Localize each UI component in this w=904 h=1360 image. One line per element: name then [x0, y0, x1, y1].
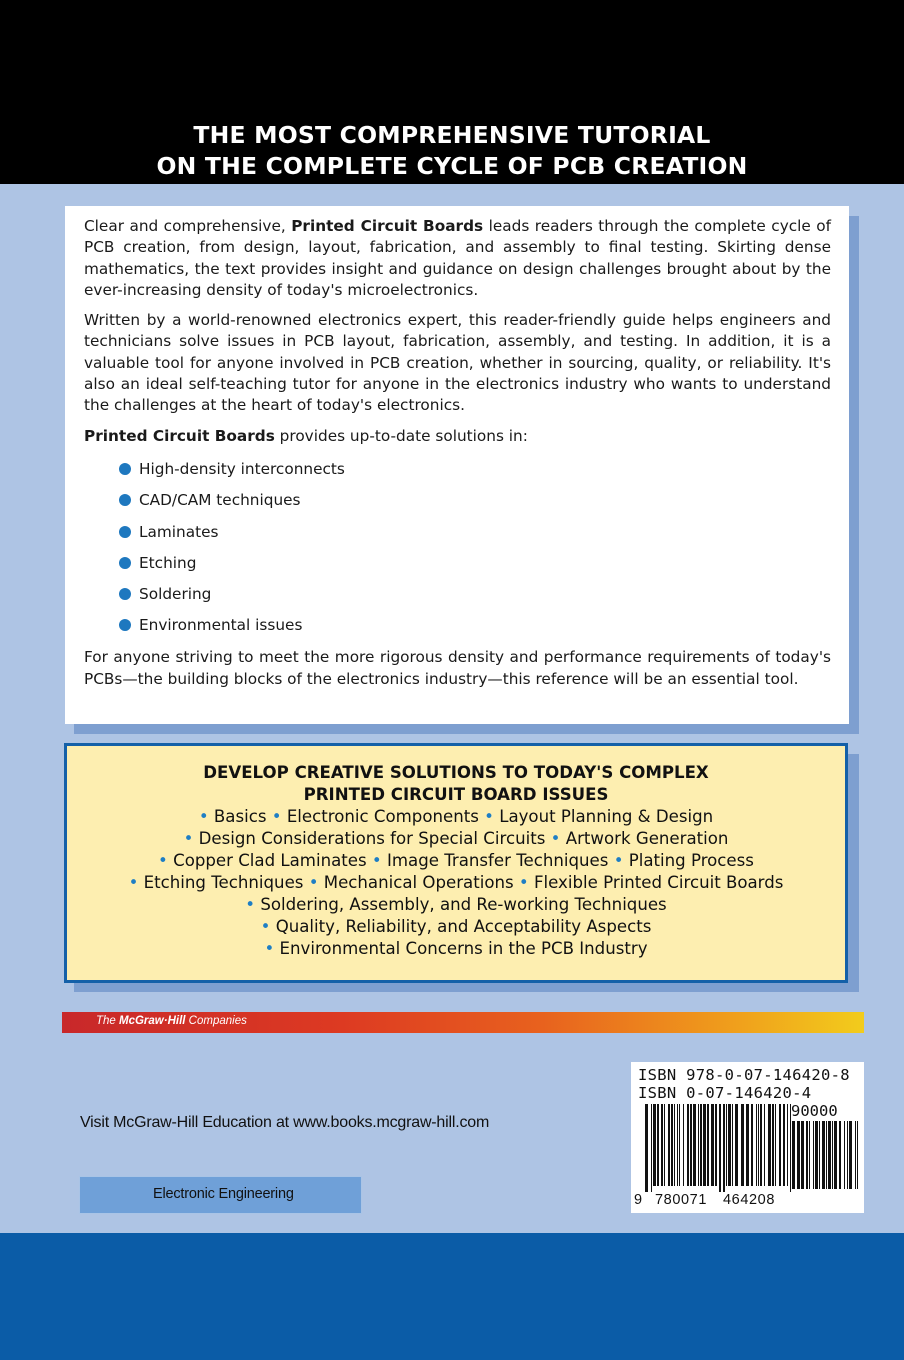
ean-first-digit: 9	[634, 1192, 643, 1208]
barcode-bar	[806, 1121, 808, 1189]
barcode-bar	[822, 1121, 825, 1189]
description-paragraph-2: Written by a world-renowned electronics expert, this reader-friendly guide helps engineers and technicians solve issues in PCB layout, fabrication, assembly, and testing. In addition, it is a valuable tool for anyone involved in PCB creation, whether in sourcing, quality, or reliability. It's also an ideal self-teaching tutor for anyone in the electronics industry who wants to understand the challenges at the heart of today's electronics.	[84, 311, 831, 415]
topic-item: Layout Planning & Design	[499, 807, 714, 826]
barcode-bar	[847, 1121, 848, 1189]
barcode-box	[631, 1062, 864, 1213]
barcode-bar	[715, 1104, 717, 1186]
headline	[0, 120, 904, 182]
barcode-bar	[683, 1104, 684, 1186]
barcode-bar	[790, 1104, 791, 1192]
topic-bullet-icon: •	[484, 807, 500, 826]
bullet-dot-icon	[119, 494, 131, 506]
topic-item: Environmental Concerns in the PCB Industry	[279, 939, 648, 958]
price-code: 90000	[791, 1102, 838, 1120]
headline-line-2: ON THE COMPLETE CYCLE OF PCB CREATION	[156, 152, 748, 180]
barcode-bar	[679, 1104, 680, 1186]
barcode-bar	[792, 1121, 795, 1189]
topic-item: Copper Clad Laminates	[173, 851, 372, 870]
topic-bullet-icon: •	[613, 851, 629, 870]
topics-box	[64, 743, 848, 983]
topic-item: Basics	[213, 807, 272, 826]
bullet-dot-icon	[119, 463, 131, 475]
topic-bullet-icon: •	[518, 873, 534, 892]
barcode-bar	[735, 1104, 738, 1186]
barcode-bar	[653, 1104, 656, 1186]
barcode-bar	[693, 1104, 696, 1186]
barcode-bar	[857, 1121, 858, 1189]
ean-right-digits: 464208	[723, 1192, 775, 1208]
barcode-bar	[703, 1104, 706, 1186]
isbn-10: ISBN 0-07-146420-4	[638, 1084, 812, 1102]
barcode-bar	[764, 1104, 765, 1186]
barcode-bar	[819, 1121, 820, 1189]
topic-bullet-icon: •	[271, 807, 287, 826]
barcode-bar	[815, 1121, 818, 1189]
barcode-bar	[698, 1104, 699, 1186]
barcode-bar	[760, 1104, 762, 1186]
topic-bullet-icon: •	[260, 917, 276, 936]
barcode-bar	[772, 1104, 774, 1186]
barcode-bar	[801, 1121, 804, 1189]
ean-left-digits: 780071	[655, 1192, 707, 1208]
barcode-bar	[844, 1121, 845, 1189]
barcode-bar	[746, 1104, 749, 1186]
list-item: Etching	[119, 553, 831, 584]
bottom-blue-band	[0, 1233, 904, 1360]
barcode-bar	[855, 1121, 856, 1189]
barcode-bar	[657, 1104, 659, 1186]
topic-bullet-icon: •	[245, 895, 261, 914]
list-item: CAD/CAM techniques	[119, 490, 831, 521]
topic-item: Etching Techniques	[143, 873, 309, 892]
topic-bullet-icon: •	[183, 829, 199, 848]
barcode-bar	[758, 1104, 759, 1186]
description-box	[65, 206, 849, 724]
topic-line	[67, 850, 845, 872]
barcode-bar	[668, 1104, 670, 1186]
topic-bullet-icon: •	[198, 807, 214, 826]
topic-item: Artwork Generation	[565, 829, 729, 848]
bullet-dot-icon	[119, 557, 131, 569]
publisher-website-text: Visit McGraw-Hill Education at www.books.mcgraw-hill.com	[80, 1114, 490, 1131]
barcode-bar	[707, 1104, 709, 1186]
barcode-bar	[787, 1104, 788, 1186]
topic-bullet-icon: •	[264, 939, 280, 958]
topics-list	[67, 806, 845, 960]
barcode-bar	[677, 1104, 678, 1186]
bullet-dot-icon	[119, 526, 131, 538]
ean-barcode-icon	[645, 1104, 791, 1194]
isbn-13: ISBN 978-0-07-146420-8	[638, 1066, 850, 1084]
topic-item: Electronic Components	[286, 807, 485, 826]
barcode-bar	[809, 1121, 810, 1189]
barcode-bar	[687, 1104, 689, 1186]
list-item: Environmental issues	[119, 615, 831, 639]
barcode-bar	[779, 1104, 781, 1186]
list-item: Laminates	[119, 522, 831, 553]
topic-item: Mechanical Operations	[323, 873, 519, 892]
barcode-bar	[719, 1104, 721, 1192]
topic-line	[67, 828, 845, 850]
barcode-bar	[797, 1121, 800, 1189]
topic-bullet-icon: •	[128, 873, 144, 892]
topic-line	[67, 938, 845, 960]
topic-item: Plating Process	[628, 851, 754, 870]
publisher-bar	[62, 1012, 864, 1033]
topics-title: DEVELOP CREATIVE SOLUTIONS TO TODAY'S COMPLEX PRINTED CIRCUIT BOARD ISSUES	[203, 763, 709, 804]
barcode-bar	[813, 1121, 814, 1189]
barcode-bar	[783, 1104, 785, 1186]
description-paragraph-1: Clear and comprehensive, Printed Circuit Boards leads readers through the complete cycle of PCB creation, from design, layout, fabrication, and assembly to final testing. Skirting dense mathematics, the text provides insight and guidance on design challenges brought about by the ever-increasing density of today's microelectronics.	[84, 217, 832, 299]
topic-bullet-icon: •	[371, 851, 387, 870]
barcode-bar	[728, 1104, 731, 1186]
book-title-bold: Printed Circuit Boards	[291, 217, 484, 235]
publisher-logo: The McGraw·Hill Companies	[96, 1015, 247, 1027]
barcode-bar	[726, 1104, 727, 1186]
barcode-bar	[671, 1104, 673, 1186]
barcode-bar	[775, 1104, 776, 1186]
barcode-bar	[756, 1104, 757, 1186]
barcode-bar	[661, 1104, 663, 1186]
barcode-bar	[732, 1104, 733, 1186]
bullet-dot-icon	[119, 588, 131, 600]
topic-item: Soldering, Assembly, and Re-working Techniques	[260, 895, 667, 914]
addon-barcode-icon	[792, 1121, 858, 1195]
list-item: Soldering	[119, 584, 831, 615]
barcode-bar	[768, 1104, 771, 1186]
headline-line-1: THE MOST COMPREHENSIVE TUTORIAL	[193, 121, 711, 149]
barcode-bar	[645, 1104, 648, 1192]
barcode-bar	[832, 1121, 833, 1189]
barcode-bar	[711, 1104, 714, 1186]
bullet-dot-icon	[119, 619, 131, 631]
topic-bullet-icon: •	[308, 873, 324, 892]
topic-line	[67, 806, 845, 828]
topic-item: Quality, Reliability, and Acceptability Aspects	[275, 917, 652, 936]
topic-item: Design Considerations for Special Circuits	[198, 829, 551, 848]
barcode-bar	[834, 1121, 837, 1189]
description-paragraph-3: Printed Circuit Boards provides up-to-date solutions in:	[84, 426, 528, 445]
barcode-bar	[651, 1104, 652, 1192]
barcode-bar	[849, 1121, 852, 1189]
barcode-bar	[751, 1104, 753, 1186]
barcode-bar	[839, 1121, 841, 1189]
category-label: Electronic Engineering	[153, 1186, 294, 1202]
barcode-bar	[828, 1121, 831, 1189]
topic-bullet-icon: •	[550, 829, 566, 848]
barcode-bar	[674, 1104, 675, 1186]
book-title-bold: Printed Circuit Boards	[84, 426, 275, 445]
barcode-bar	[723, 1104, 725, 1192]
description-paragraph-4: For anyone striving to meet the more rigorous density and performance requirements of today's PCBs—the building blocks of the electronics industry—this reference will be an essential tool.	[84, 648, 831, 688]
barcode-bar	[690, 1104, 692, 1186]
topic-line	[67, 872, 845, 894]
topic-bullet-icon: •	[158, 851, 174, 870]
topic-line	[67, 894, 845, 916]
topic-item: Image Transfer Techniques	[386, 851, 614, 870]
barcode-bar	[664, 1104, 665, 1186]
topic-line	[67, 916, 845, 938]
barcode-bar	[741, 1104, 744, 1186]
category-box	[79, 1176, 362, 1214]
list-item: High-density interconnects	[119, 459, 831, 490]
topic-item: Flexible Printed Circuit Boards	[533, 873, 784, 892]
feature-list	[119, 459, 831, 639]
barcode-bar	[826, 1121, 827, 1189]
barcode-bar	[700, 1104, 702, 1186]
